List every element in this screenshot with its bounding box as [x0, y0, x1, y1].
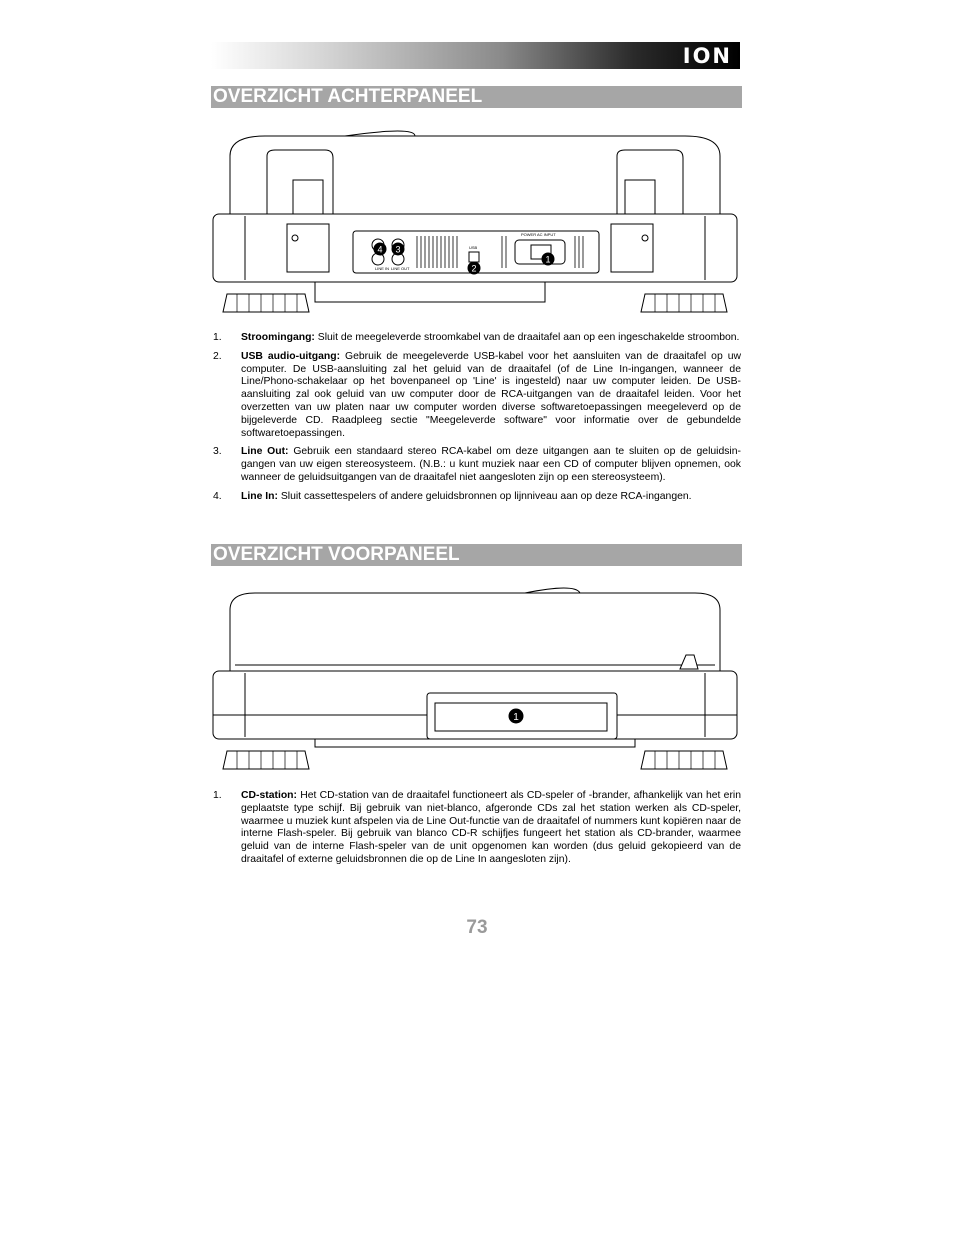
page-number: 73 [466, 917, 488, 938]
brand-logo: ION [682, 44, 732, 68]
label-usb: USB [469, 245, 478, 250]
list-item: 3. Line Out: Gebruik een standaard stereo RCA-kabel om deze uitgangen aan te sluiten op de geluidsin-gangen van uw eigen stereosysteem. (N.B.: u kunt muziek naar een CD of computer blijven opnemen, ook wanneer de geluidsuitgangen van de draaitafel niet aangesloten zijn op een stereosysteem). [213, 446, 741, 483]
callout-3 [392, 243, 404, 255]
front-items-list [213, 790, 741, 873]
label-power: POWER AC INPUT [521, 232, 556, 237]
list-item: 1. Stroomingang: Sluit de meegeleverde stroomkabel van de draaitafel aan op een ingeschakelde stroombon. [213, 332, 740, 343]
section-title-front [211, 544, 742, 566]
callout-4 [374, 243, 386, 255]
list-item: 4. Line In: Sluit cassettespelers of andere geluidsbronnen op lijnniveau aan op deze RCA-ingangen. [213, 490, 692, 502]
rear-panel-diagram [205, 128, 745, 318]
rear-items-list [213, 332, 741, 510]
svg-text:3: 3 [395, 244, 401, 255]
svg-text:1: 1 [545, 254, 551, 265]
callout-1 [542, 253, 554, 265]
section-title-front-text: OVERZICHT VOORPANEEL [213, 544, 460, 565]
svg-text:4: 4 [377, 244, 383, 255]
section-title-rear-text: OVERZICHT ACHTERPANEEL [213, 86, 483, 107]
label-line-in: LINE IN [375, 266, 390, 271]
callout-front-1 [509, 709, 523, 723]
header-bar [211, 42, 740, 69]
front-panel-diagram [205, 585, 745, 775]
list-item: 1. CD-station: Het CD-station van de draaitafel functioneert als CD-speler of -brander, afhankelijk van het erin geplaatste type schijf. Bij gebruik van niet-blanco, afgeronde CDs zal het station werken als CD-speler, waarmee u muziek kunt afspelen via de Line Out-functie van de draaitafel of nummers kunt kopiëren naar de interne Flash-speler. Bij gebruik van blanco CD-R schijfjes fungeert het station als CD-brander, waarmee geluid van de interne Flash-speler van de unit opgenomen kan worden (dus geluid gekopieerd van de draaitafel of externe geluidsbronnen die op de Line In aangesloten zijn). [213, 790, 741, 865]
section-title-rear [211, 86, 742, 108]
svg-text:2: 2 [471, 263, 477, 274]
list-item: 2. USB audio-uitgang: Gebruik de meegeleverde USB-kabel voor het aansluiten van de draaitafel op uw computer. De USB-aansluiting zal het geluid van de draaitafel (of de Line In-ingangen, wanneer de Line/Phono-schakelaar op het bovenpaneel op 'Line' is ingesteld) naar uw computer leiden. De USB-aansluiting zal ook geluid van uw computer door de RCA-uitgangen van de draaitafel leiden. Voor het overzetten van uw platen naar uw computer worden diverse softwaretoepassingen meegeleverd op de bijgeleverde CD. Raadpleeg sectie "Meegeleverde software" voor informatie over de gebundelde softwaretoepassingen. [213, 350, 741, 439]
label-line-out: LINE OUT [391, 266, 410, 271]
svg-text:1: 1 [513, 712, 519, 723]
callout-2 [468, 262, 480, 274]
